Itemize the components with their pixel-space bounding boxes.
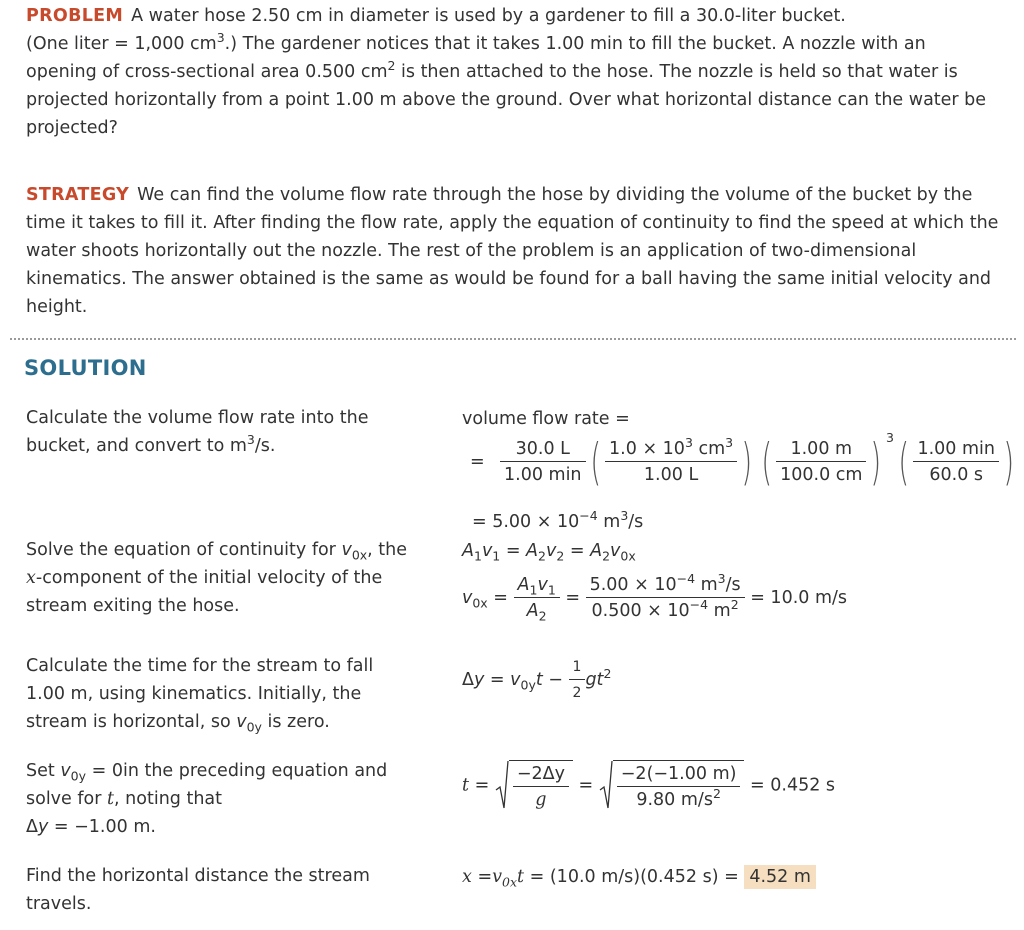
flow-rate-label: volume flow rate = [462, 409, 630, 429]
distance-equation: $x =v_{0x}t = (10.0$ m/s)(0.452 s) = 4.52 m [462, 866, 816, 888]
final-answer: 4.52 m [744, 865, 816, 889]
strategy-paragraph [26, 181, 1006, 321]
sup: 2 [387, 58, 396, 74]
problem-text-2b: .) The gardener notices that it takes 1.00 min to fill the bucket. A nozzle with an [224, 34, 926, 54]
step-1-text: Calculate the volume flow rate into the bucket, and convert to $m^3/s$. [26, 408, 369, 456]
solution-title: SOLUTION [24, 356, 147, 380]
dotted-divider [10, 338, 1016, 340]
problem-label: PROBLEM [26, 6, 124, 26]
flow-rate-result: = $5.00 \times 10^{-4}$ $m^3/s$ [472, 508, 644, 532]
step-4-text: Set $v_{0y} = 0in$ the preceding equation and solve for t, noting that Δy = −1.00 m. [26, 761, 388, 837]
step-2-text: Solve the equation of continuity for $v_{0x}$, the x-component of the initial velocity of the stream exiting the hose. [26, 540, 408, 616]
flow-rate-equation: = $\frac{30.0 L}{1.00 \min}$ ( $\frac{1.0 \times 10^3 cm^3}{1.00 L}$ ) ( $\frac{1.00 m}{100.0 cm}$ ) $^3$( $\frac{1.00 \min}{60.0 s}$ ) [470, 430, 1015, 491]
kinematics-equation: $\Delta y = v_{0y}t$ − $\frac{1}{2}$ $gt^2$ [462, 656, 611, 704]
continuity-equation: $A_1v_1 = A_2v_2 = A_2v_{0x}$ [462, 541, 636, 564]
problem-paragraph [26, 2, 1006, 142]
strategy-text: We can find the volume flow rate through the hose by dividing the volume of the bucket by the time it takes to fill it. After finding the flow rate, apply the equation of continuity to find the speed at which the water shoots horizontally out the nozzle. The rest of the problem is an application of two-dimensional kinematics. The answer obtained is the same as would be found for a ball having the same initial velocity and height. [26, 185, 999, 317]
problem-text-3b: is then attached to the hose. The nozzle is held so that water is projected horizontally from a point 1.00 m above the ground. Over what horizontal distance can the water be projected? [26, 62, 987, 138]
problem-text-2a: (One liter = 1,000 cm [26, 34, 217, 54]
time-equation: t = $\frac{-2\Delta y}{g}$ = $\frac{-2(-1.00 m)}{9.80 m/s^2}$ = 0.452 s [462, 760, 835, 811]
step-3-text: Calculate the time for the stream to fall 1.00 m, using kinematics. Initially, the stream is horizontal, so $v_{0y}$ is zero. [26, 656, 374, 735]
problem-text-3a: opening of cross-sectional area 0.500 cm [26, 62, 388, 82]
sup: 3 [216, 30, 225, 46]
vox-equation: $v_{0x}$ = $\frac{A_1v_1}{A_2}$ = $\frac{5.00 \times 10^{-4} m^3/s}{0.500 \times 10^{-4} m^2}$ = 10.0 m/s [462, 571, 848, 624]
strategy-label: STRATEGY [26, 185, 130, 205]
step-5-text: Find the horizontal distance the stream travels. [26, 866, 370, 914]
problem-text-1: A water hose 2.50 cm in diameter is used by a gardener to fill a 30.0-liter bucket. [131, 6, 846, 26]
